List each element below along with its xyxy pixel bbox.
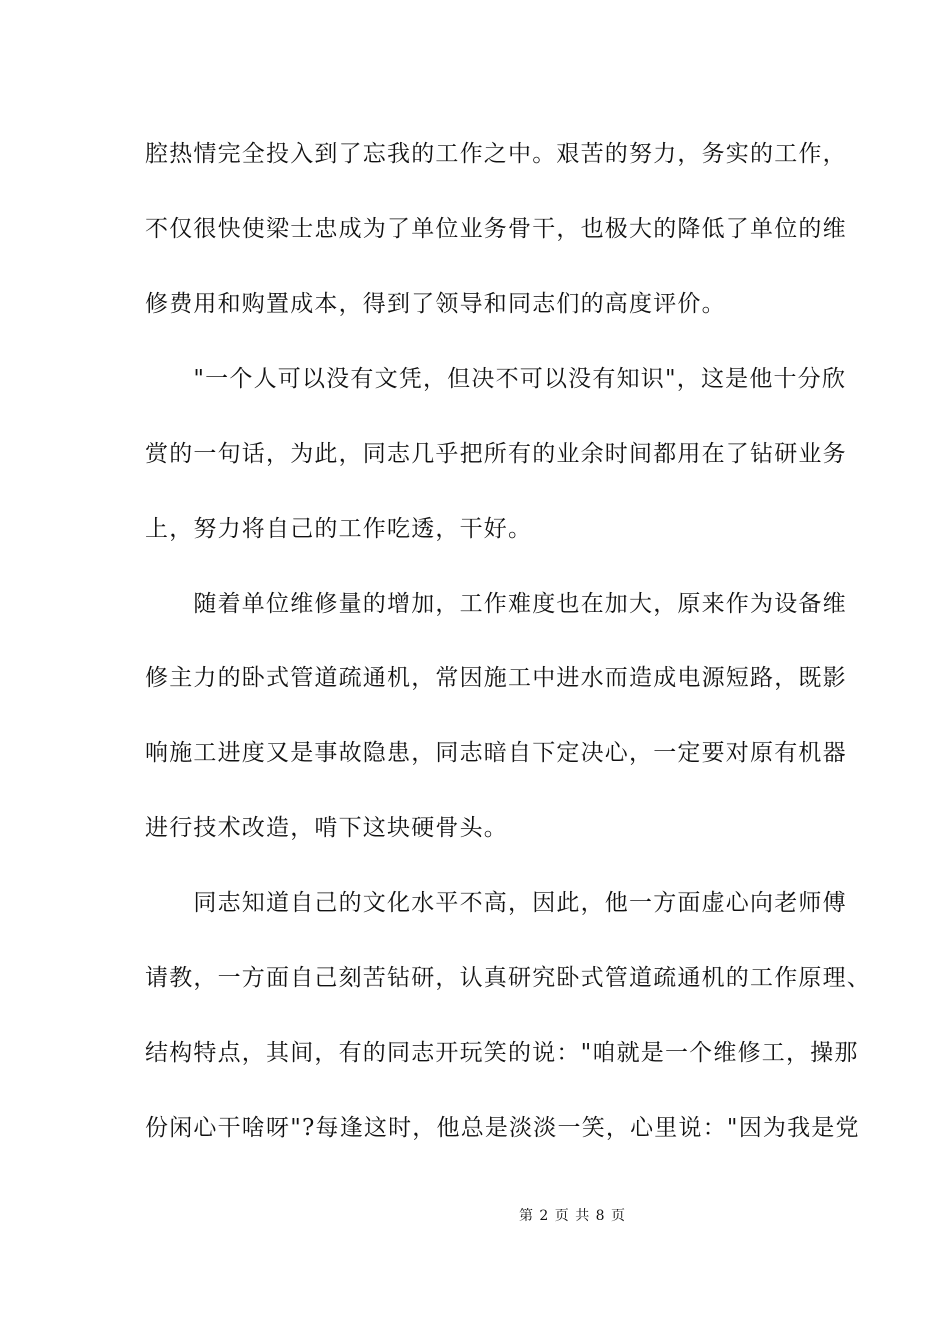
text-line: 份闲心干啥呀"?每逢这时，他总是淡淡一笑，心里说："因为我是党	[145, 1115, 860, 1141]
text-line: 腔热情完全投入到了忘我的工作之中。艰苦的努力，务实的工作，	[145, 141, 847, 167]
text-line: 随着单位维修量的增加，工作难度也在加大，原来作为设备维	[145, 591, 847, 617]
text-line: 上，努力将自己的工作吃透，干好。	[145, 516, 533, 542]
text-line: "一个人可以没有文凭，但决不可以没有知识"，这是他十分欣	[145, 366, 847, 392]
page-number-footer: 第 2 页 共 8 页	[518, 1208, 627, 1224]
text-line: 修费用和购置成本，得到了领导和同志们的高度评价。	[145, 291, 726, 317]
text-line: 响施工进度又是事故隐患，同志暗自下定决心，一定要对原有机器	[145, 740, 847, 766]
text-line: 请教，一方面自己刻苦钻研，认真研究卧式管道疏通机的工作原理、	[145, 965, 871, 991]
text-line: 同志知道自己的文化水平不高，因此，他一方面虚心向老师傅	[145, 890, 847, 916]
text-line: 赏的一句话，为此，同志几乎把所有的业余时间都用在了钻研业务	[145, 441, 847, 467]
text-line: 修主力的卧式管道疏通机，常因施工中进水而造成电源短路，既影	[145, 665, 847, 691]
text-line: 不仅很快使梁士忠成为了单位业务骨干，也极大的降低了单位的维	[145, 216, 847, 242]
text-line: 进行技术改造，啃下这块硬骨头。	[145, 815, 508, 841]
text-line: 结构特点，其间，有的同志开玩笑的说："咱就是一个维修工，操那	[145, 1040, 859, 1066]
